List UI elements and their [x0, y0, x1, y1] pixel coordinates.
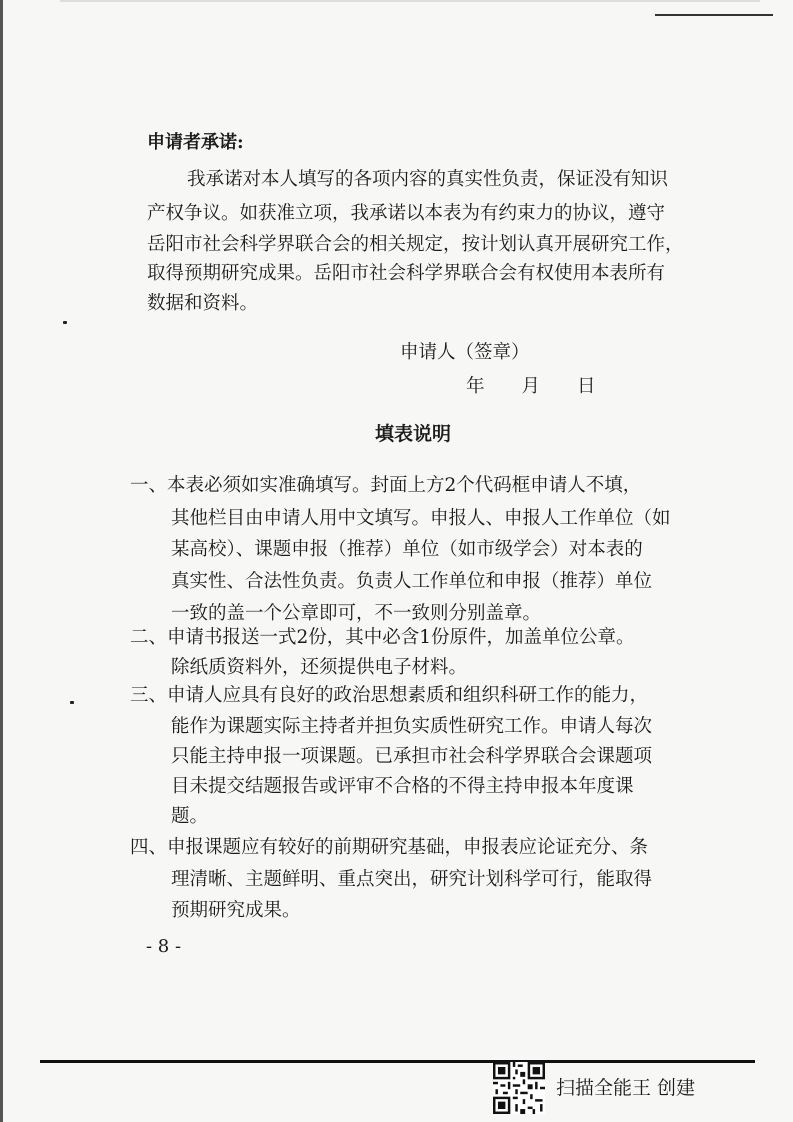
scan-mark-line [655, 14, 773, 16]
instruction-line: 其他栏目由申请人用中文填写。申报人、申报人工作单位（如 [171, 508, 671, 529]
instruction-line: 真实性、合法性负责。负责人工作单位和申报（推荐）单位 [171, 571, 653, 592]
promise-line-5: 数据和资料。 [147, 293, 259, 314]
qr-code-icon [493, 1062, 545, 1114]
instruction-line: 除纸质资料外，还须提供电子材料。 [171, 657, 468, 678]
instruction-line: 某高校）、课题申报（推荐）单位（如市级学会）对本表的 [171, 539, 643, 560]
signature-label: 申请人（签章） [400, 342, 530, 363]
instruction-line: 一、本表必须如实准确填写。封面上方2个代码框申请人不填， [130, 475, 642, 496]
promise-line-3: 岳阳市社会科学界联合会的相关规定，按计划认真开展研究工作， [147, 234, 684, 255]
promise-line-2: 产权争议。如获准立项，我承诺以本表为有约束力的协议，遵守 [147, 203, 666, 224]
page-edge-shadow [0, 0, 3, 1122]
instruction-line: 目未提交结题报告或评审不合格的不得主持申报本年度课 [171, 776, 634, 797]
instruction-line: 预期研究成果。 [171, 900, 301, 921]
instruction-line: 二、申请书报送一式2份，其中必含1份原件，加盖单位公章。 [130, 627, 635, 648]
instruction-line: 理清晰、主题鲜明、重点突出，研究计划科学可行，能取得 [171, 869, 653, 890]
instruction-line: 只能主持申报一项课题。已承担市社会科学界联合会课题项 [171, 746, 653, 767]
scan-speck [63, 321, 67, 324]
instruction-line: 题。 [171, 806, 209, 827]
instruction-line: 三、申请人应具有良好的政治思想素质和组织科研工作的能力， [130, 685, 649, 706]
promise-line-4: 取得预期研究成果。岳阳市社会科学界联合会有权使用本表所有 [147, 263, 666, 284]
page-top-edge [60, 0, 760, 2]
scan-speck [70, 701, 74, 704]
date-label: 年 月 日 [466, 376, 596, 397]
footer-rule [40, 1060, 755, 1063]
promise-heading: 申请者承诺: [147, 132, 244, 153]
instructions-title: 填表说明 [375, 423, 452, 445]
scanner-watermark: 扫描全能王 创建 [556, 1077, 696, 1099]
page-number: - 8 - [146, 936, 182, 957]
instruction-line: 一致的盖一个公章即可，不一致则分别盖章。 [171, 603, 542, 624]
instruction-line: 能作为课题实际主持者并担负实质性研究工作。申请人每次 [171, 716, 653, 737]
instruction-line: 四、申报课题应有较好的前期研究基础，申报表应论证充分、条 [130, 837, 649, 858]
promise-line-1: 我承诺对本人填写的各项内容的真实性负责，保证没有知识 [187, 169, 669, 190]
